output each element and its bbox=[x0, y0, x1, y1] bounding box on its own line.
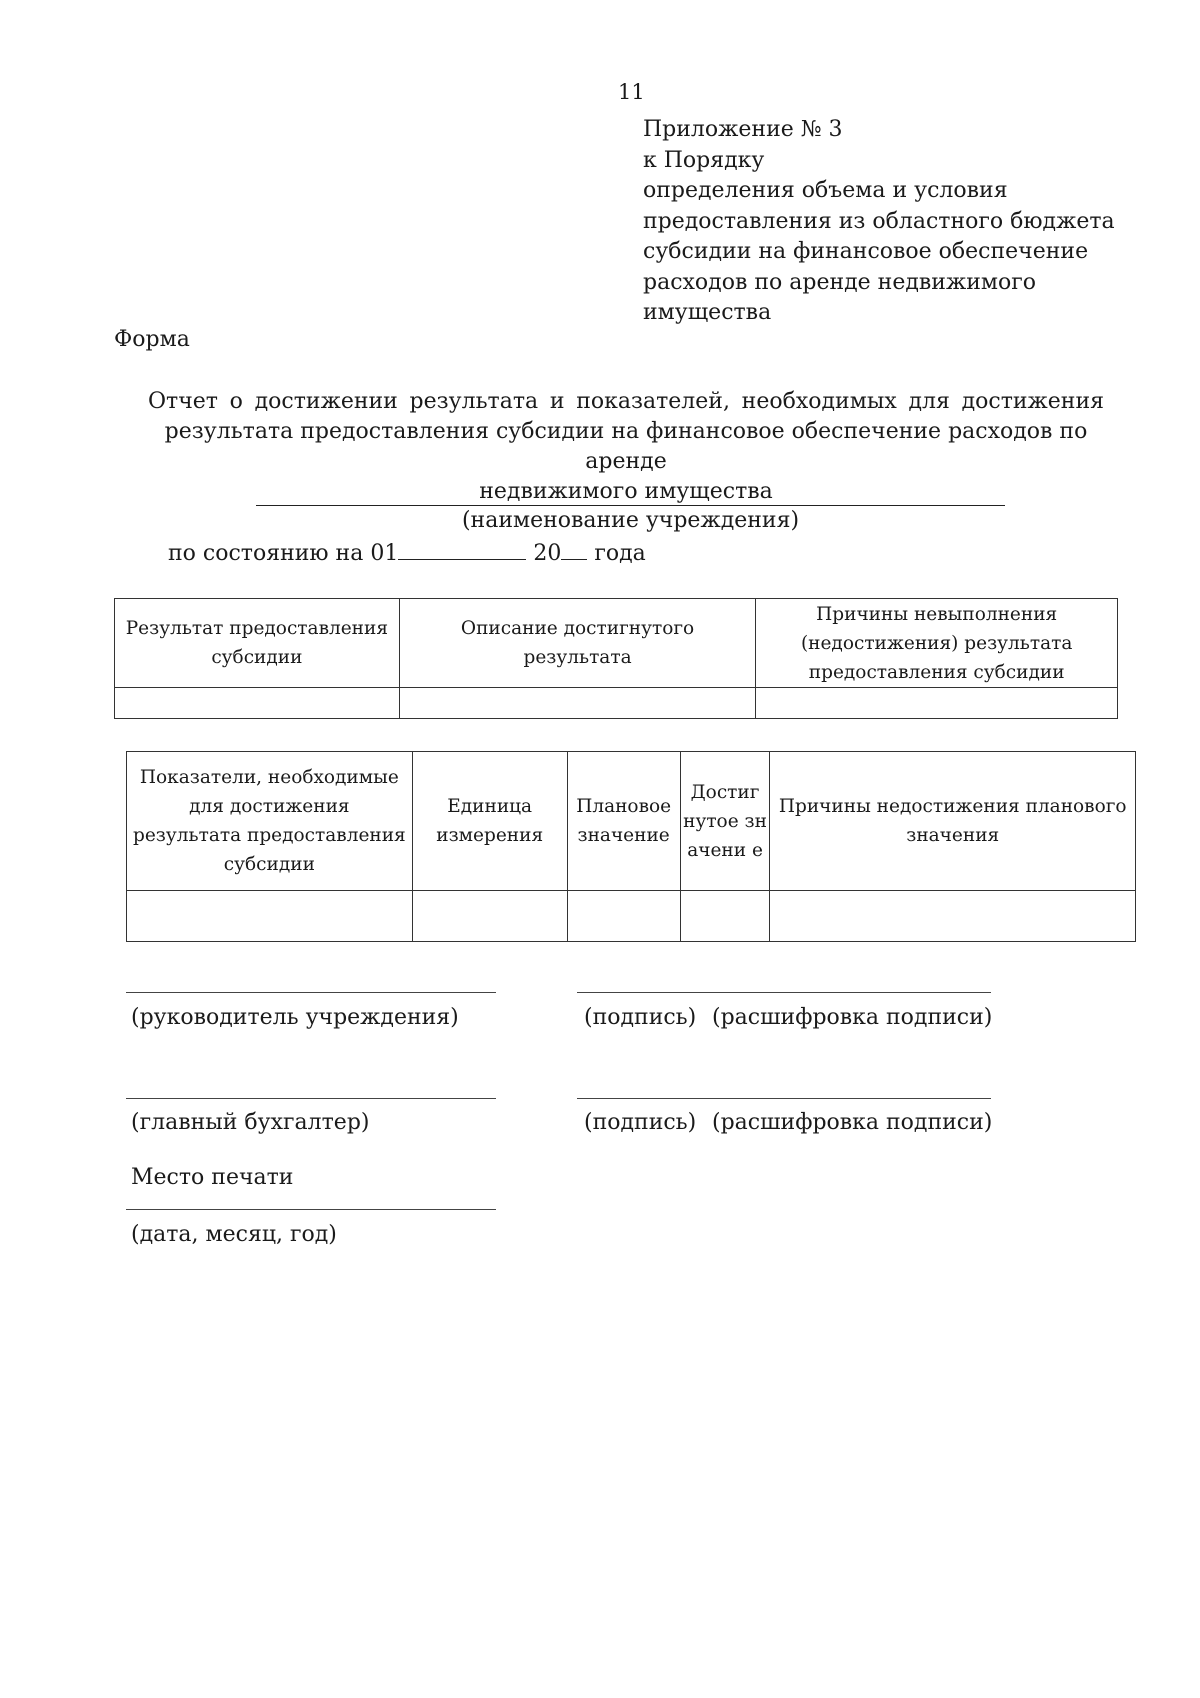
month-blank[interactable] bbox=[398, 539, 526, 560]
appendix-line: Приложение № 3 bbox=[643, 117, 843, 142]
table-row bbox=[115, 688, 1118, 719]
table-header-row bbox=[115, 599, 1118, 688]
appendix-line: субсидии на финансовое обеспечение bbox=[643, 239, 1089, 264]
date-line[interactable] bbox=[126, 1209, 496, 1210]
table-cell[interactable] bbox=[680, 891, 770, 942]
seal-place-label: Место печати bbox=[131, 1165, 294, 1190]
as-of-suffix: года bbox=[594, 541, 646, 566]
head-signature-caption: (подпись) bbox=[584, 1005, 697, 1030]
table-cell[interactable] bbox=[115, 688, 400, 719]
head-caption: (руководитель учреждения) bbox=[131, 1005, 459, 1030]
appendix-line: к Порядку bbox=[643, 147, 765, 173]
year-prefix: 20 bbox=[533, 541, 562, 566]
date-caption: (дата, месяц, год) bbox=[131, 1222, 337, 1247]
column-header: Единица измерения bbox=[412, 752, 567, 891]
head-name-line[interactable] bbox=[126, 992, 496, 993]
results-table bbox=[114, 598, 1118, 719]
appendix-line: определения объема и условия bbox=[643, 178, 1008, 203]
org-name-blank-line[interactable] bbox=[256, 505, 1005, 506]
title-line-1: Отчет о достижении результата и показателей, необходимых для достижения bbox=[148, 389, 1104, 414]
appendix-header bbox=[643, 115, 1115, 329]
head-decryption-caption: (расшифровка подписи) bbox=[712, 1005, 993, 1030]
title-line-3: недвижимого имущества bbox=[479, 479, 773, 504]
table-row bbox=[127, 891, 1136, 942]
table-cell[interactable] bbox=[756, 688, 1118, 719]
column-header: Показатели, необходимые для достижения результата предоставления субсидии bbox=[127, 752, 413, 891]
accountant-signature-line[interactable] bbox=[577, 1098, 991, 1099]
year-blank[interactable] bbox=[561, 539, 587, 560]
accountant-signature-caption: (подпись) bbox=[584, 1110, 697, 1135]
column-header: Результат предоставления субсидии bbox=[115, 599, 400, 688]
page-number: 11 bbox=[618, 80, 645, 104]
table-cell[interactable] bbox=[127, 891, 413, 942]
table-header-row bbox=[127, 752, 1136, 891]
accountant-caption: (главный бухгалтер) bbox=[131, 1110, 370, 1135]
appendix-line: расходов по аренде недвижимого bbox=[643, 269, 1036, 295]
table-cell[interactable] bbox=[412, 891, 567, 942]
as-of-prefix: по состоянию на 01 bbox=[168, 541, 399, 566]
accountant-name-line[interactable] bbox=[126, 1098, 496, 1099]
appendix-line: имущества bbox=[643, 300, 772, 325]
report-title bbox=[148, 387, 1104, 507]
column-header: Причины недостижения планового значения bbox=[770, 752, 1136, 891]
indicators-table bbox=[126, 751, 1136, 942]
table-cell[interactable] bbox=[399, 688, 756, 719]
column-header: Описание достигнутого результата bbox=[399, 599, 756, 688]
org-name-caption: (наименование учреждения) bbox=[461, 508, 800, 533]
as-of-date bbox=[168, 539, 646, 566]
column-header: Причины невыполнения (недостижения) результата предоставления субсидии bbox=[756, 599, 1118, 688]
accountant-decryption-caption: (расшифровка подписи) bbox=[712, 1110, 993, 1135]
column-header: Достиг нутое значени е bbox=[680, 752, 770, 891]
table-cell[interactable] bbox=[567, 891, 680, 942]
title-line-2: результата предоставления субсидии на финансовое обеспечение расходов по аренде bbox=[164, 419, 1088, 474]
column-header: Плановое значение bbox=[567, 752, 680, 891]
head-signature-line[interactable] bbox=[577, 992, 991, 993]
form-label: Форма bbox=[114, 327, 190, 352]
table-cell[interactable] bbox=[770, 891, 1136, 942]
appendix-line: предоставления из областного бюджета bbox=[643, 208, 1115, 234]
